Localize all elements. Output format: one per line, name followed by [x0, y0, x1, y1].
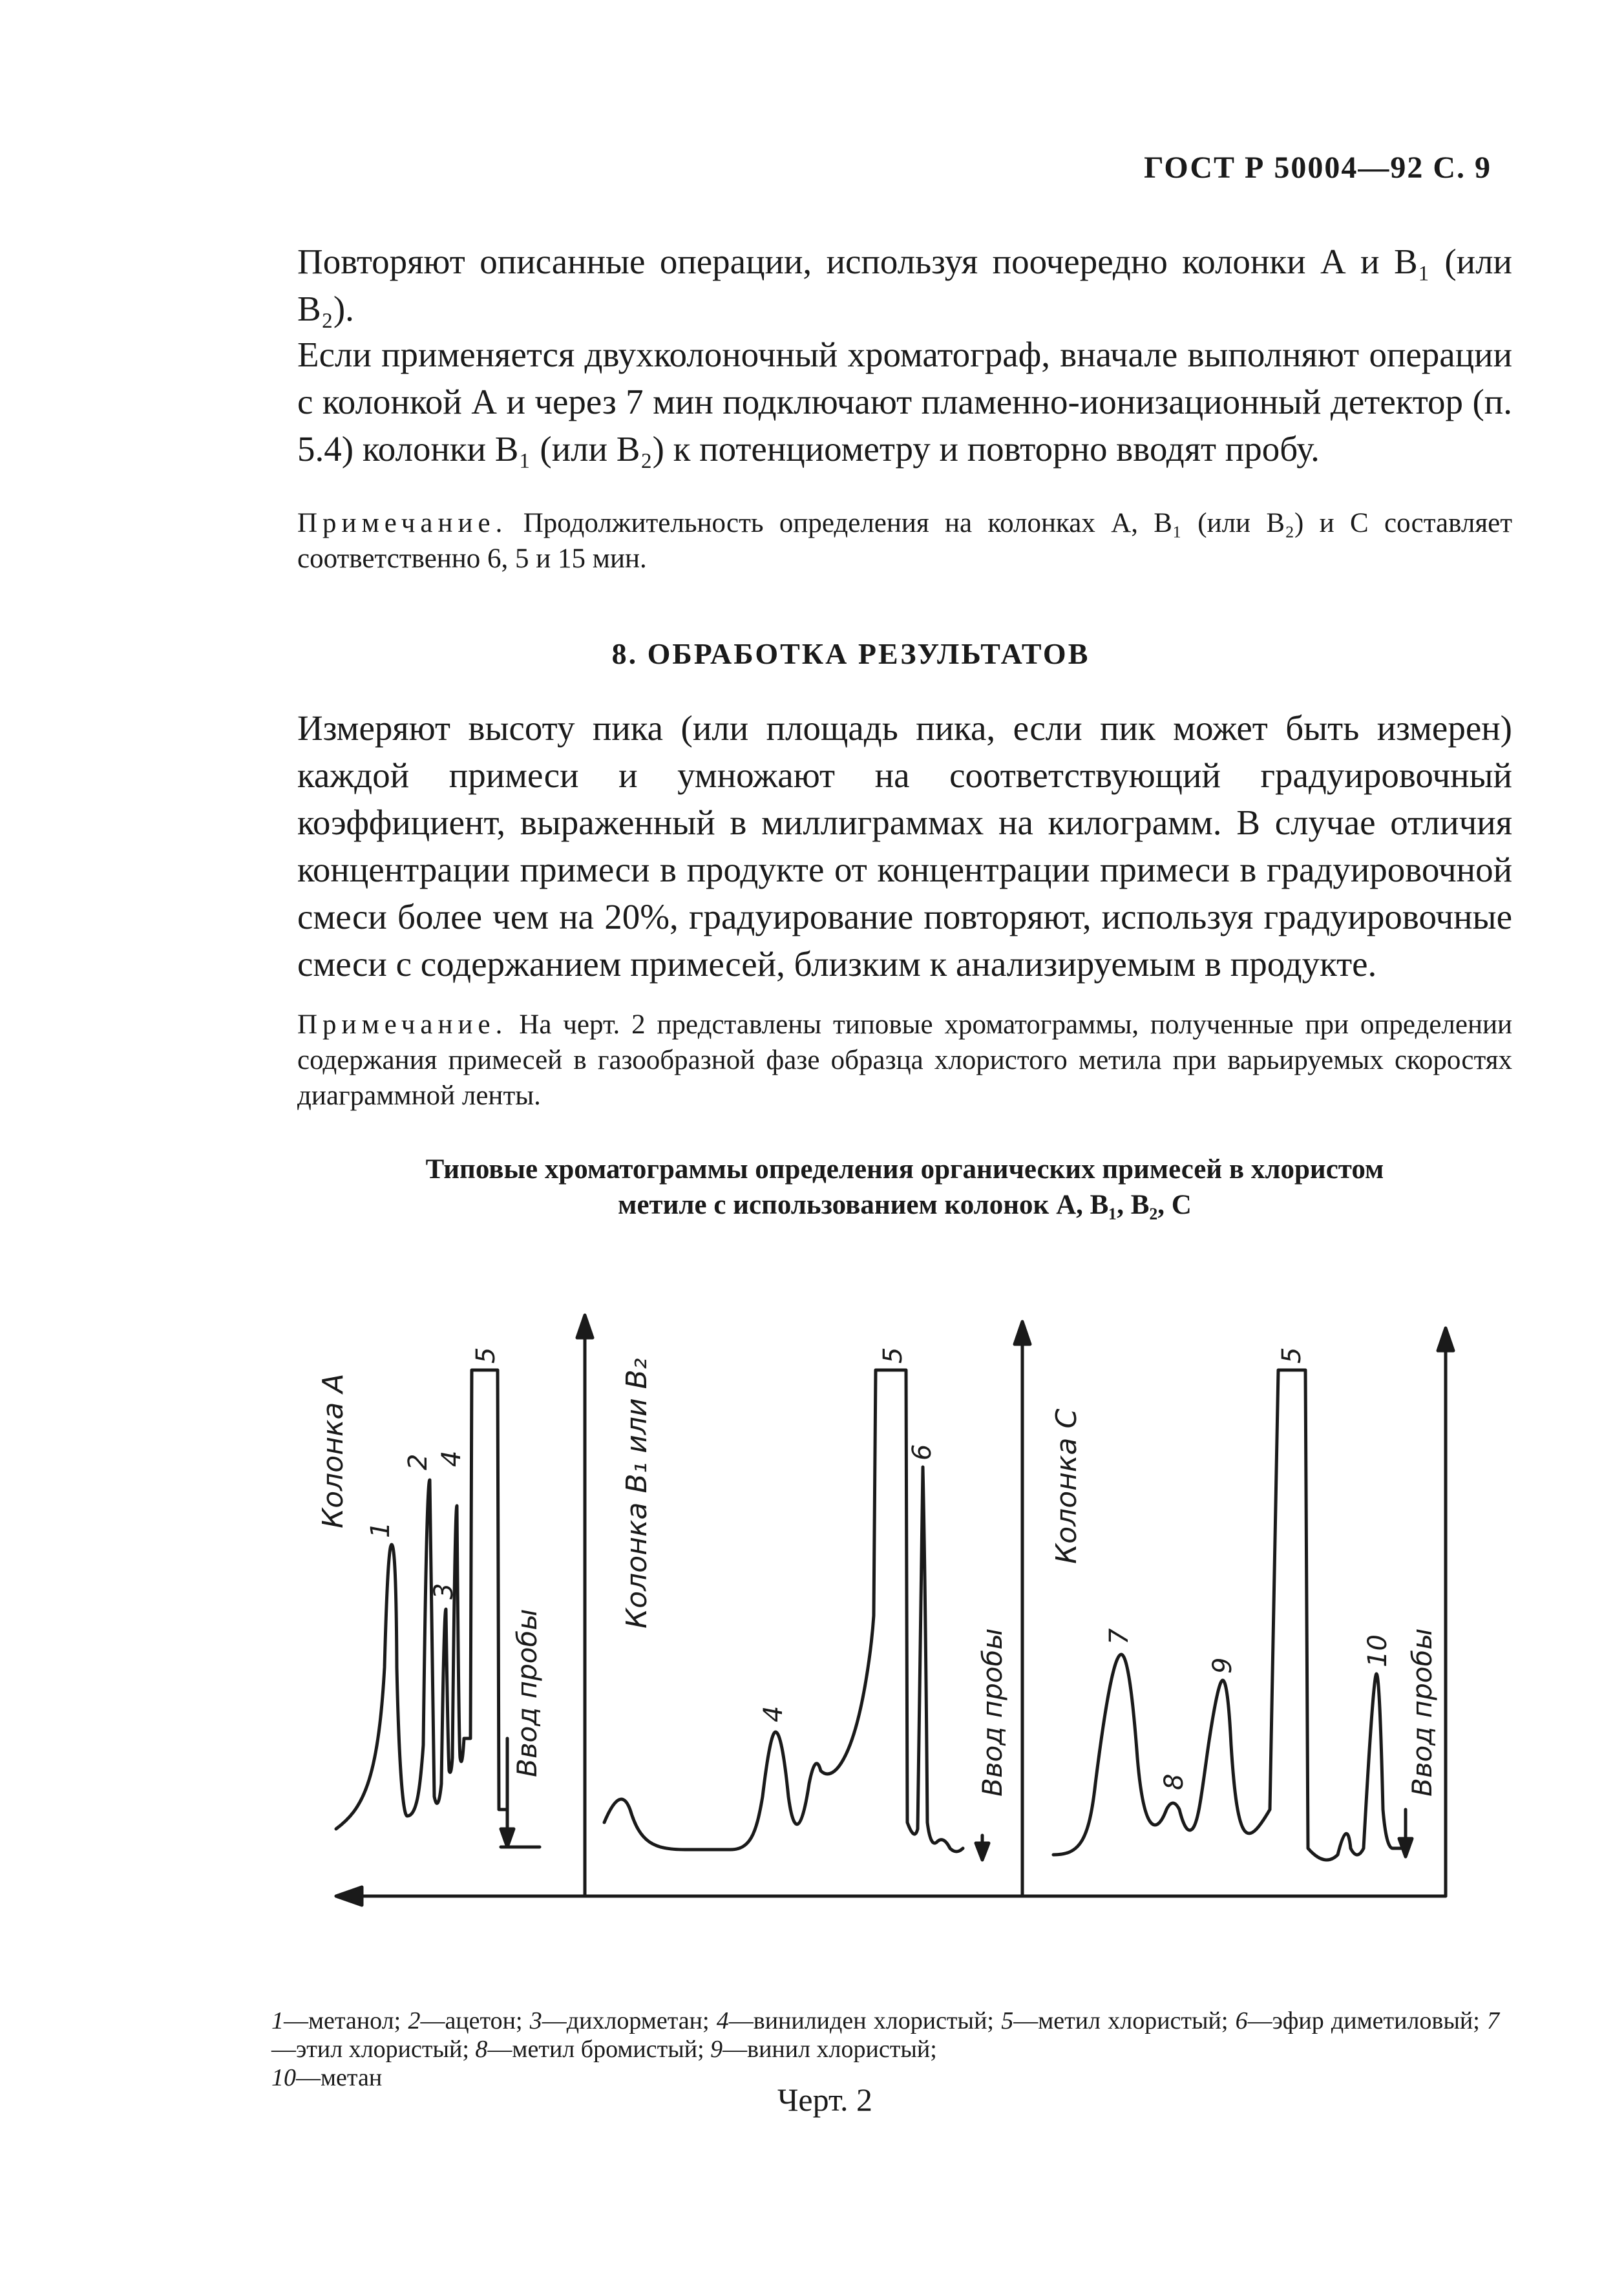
paragraph-text: Измеряют высоту пика (или площадь пика, если пик может быть измерен) каждой примеси и умножают на соответствующий градуировочный коэффициент, выраженный в миллиграммах на килограмм. В случае отличия концентрации примеси в продукте от концентрации примеси в градуировочной смеси более чем на 20%, градуирование повторяют, используя градуировочные смеси с содержанием примесей, близким к анализируемым в продукте. [297, 708, 1512, 984]
column-divider-1-arrowhead [577, 1315, 593, 1338]
injection-label-column-b: Ввод пробы [976, 1628, 1008, 1797]
figure-title-line-2: метиле с использованием колонок А, B₁, B₂, С [618, 1190, 1192, 1220]
peak-label-5-b: 5 [878, 1347, 908, 1364]
note-label: Примечание. [297, 1009, 508, 1040]
legend-item: 5—метил хлористый; [1001, 2007, 1236, 2034]
paragraph-text: Повторяют описанные операции, используя поочередно колонки А и B₁ (или B₂). [297, 242, 1512, 328]
peak-label-9: 9 [1208, 1657, 1238, 1674]
peak-label-5-a: 5 [471, 1347, 501, 1364]
legend-item: 9—винил хлористый; [710, 2036, 937, 2063]
legend-item: 2—ацетон; [408, 2007, 530, 2034]
legend-item: 8—метил бромистый; [475, 2036, 711, 2063]
injection-arrowhead-column-b [976, 1843, 989, 1860]
figure-title-line-1: Типовые хроматограммы определения органических примесей в хлористом [425, 1154, 1384, 1185]
peak-label-1: 1 [366, 1521, 395, 1538]
paragraph-text: Если применяется двухколоночный хроматограф, вначале выполняют операции с колонкой А и через 7 мин подключают пламенно-ионизационный детектор (п. 5.4) колонки B₁ (или B₂) к потенциометру и повторно вводят пробу. [297, 335, 1512, 469]
section-title: 8. ОБРАБОТКА РЕЗУЛЬТАТОВ [611, 637, 1090, 670]
note-text: На черт. 2 представлены типовые хроматограммы, полученные при определении содержания примесей в газообразной фазе образца хлористого метила при варьируемых скоростях диаграммной ленты. [297, 1009, 1512, 1111]
chromatogram-trace-column-c [1053, 1370, 1402, 1860]
peak-label-4-a: 4 [437, 1450, 467, 1467]
legend-item: 6—эфир диметиловый; [1235, 2007, 1488, 2034]
column-label-a: Колонка А [317, 1373, 350, 1528]
injection-label-column-c: Ввод пробы [1406, 1628, 1438, 1797]
legend-item: 4—винилиден хлористый; [716, 2007, 1002, 2034]
note-label: Примечание. [297, 508, 508, 538]
column-divider-3-arrowhead [1438, 1328, 1453, 1351]
column-label-c: Колонка С [1050, 1408, 1083, 1564]
peak-label-8: 8 [1159, 1773, 1189, 1790]
column-divider-2-arrowhead [1015, 1322, 1030, 1344]
note-text: Продолжительность определения на колонках А, B₁ (или B₂) и С составляет соответственно 6, 5 и 15 мин. [297, 508, 1512, 574]
figure-caption: Черт. 2 [777, 2082, 873, 2118]
chromatogram-trace-column-a [336, 1370, 507, 1829]
peak-label-10: 10 [1363, 1634, 1393, 1667]
column-label-b: Колонка B₁ или B₂ [620, 1358, 653, 1629]
peak-label-3: 3 [429, 1583, 459, 1599]
injection-arrowhead-column-c [1399, 1839, 1412, 1857]
injection-arrowhead-column-a [501, 1829, 514, 1847]
chromatogram-trace-column-b [604, 1370, 963, 1852]
peak-label-5-c: 5 [1277, 1347, 1307, 1364]
time-axis-arrowhead [336, 1887, 362, 1905]
legend-item: 1—метанол; [271, 2007, 408, 2034]
legend-item: 10—метан [271, 2064, 383, 2091]
injection-label-column-a: Ввод пробы [511, 1609, 543, 1777]
peak-label-2: 2 [403, 1453, 433, 1470]
page-header: ГОСТ Р 50004—92 С. 9 [1144, 151, 1492, 185]
peak-label-6: 6 [907, 1444, 937, 1461]
peak-label-4-b: 4 [759, 1705, 788, 1722]
peak-label-7: 7 [1104, 1628, 1134, 1645]
legend-item: 3—дихлорметан; [529, 2007, 717, 2034]
figure-legend [271, 2007, 1499, 2092]
legend-item: 7—этил хлористый; [271, 2007, 1500, 2063]
